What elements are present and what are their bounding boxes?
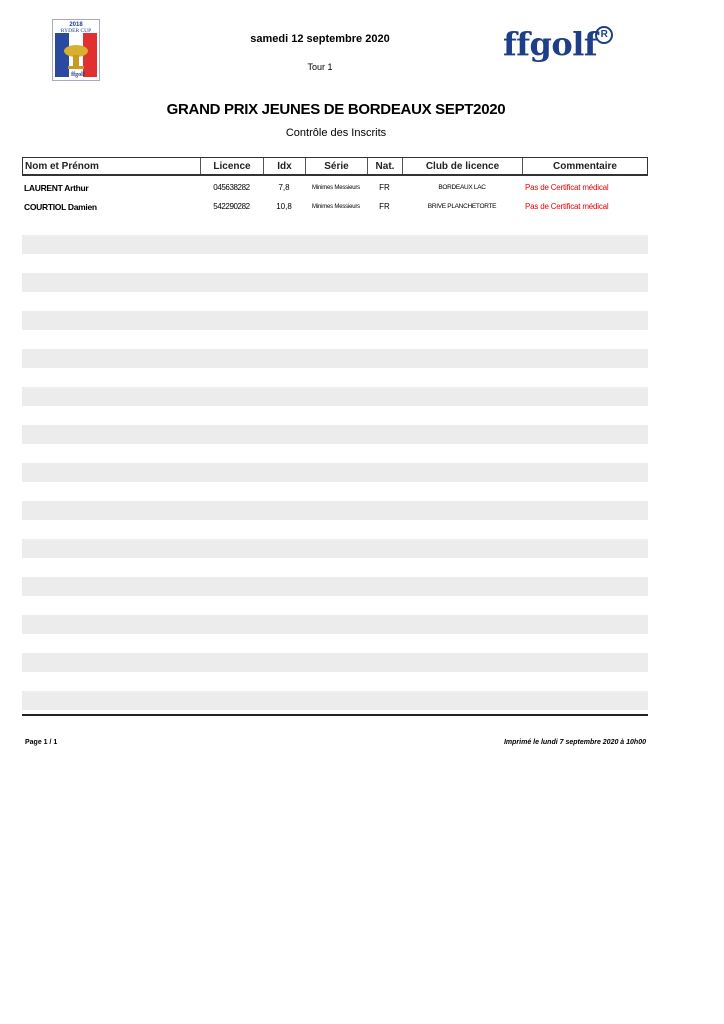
- licence-number: 542290282: [213, 202, 250, 211]
- col-header-club: Club de licence: [403, 158, 523, 174]
- empty-row: [22, 653, 648, 672]
- ffgolf-logo: [503, 24, 613, 70]
- empty-row: [22, 539, 648, 558]
- player-nationality: FR: [379, 202, 390, 211]
- page-title: GRAND PRIX JEUNES DE BORDEAUX SEPT2020: [166, 101, 506, 118]
- empty-row: [22, 349, 648, 368]
- col-header-comment: Commentaire: [553, 160, 617, 172]
- print-date: Imprimé le lundi 7 septembre 2020 à 10h00: [503, 739, 646, 746]
- licence-number: 045638282: [213, 183, 250, 192]
- table-header: [22, 157, 648, 176]
- table-row: [22, 178, 648, 197]
- player-serie: Minimes Messieurs: [312, 184, 360, 191]
- registered-icon: R: [595, 26, 613, 44]
- table-row: [22, 197, 648, 216]
- ryder-year: 2018: [69, 22, 83, 28]
- player-index: 7,8: [278, 183, 290, 192]
- empty-row: [22, 691, 648, 710]
- empty-row: [22, 615, 648, 634]
- col-header-licence: Licence: [201, 158, 264, 174]
- player-nationality: FR: [379, 183, 390, 192]
- empty-row: [22, 311, 648, 330]
- player-name: COURTIOL Damien: [24, 201, 97, 212]
- comment: Pas de Certificat médical: [525, 202, 609, 211]
- empty-row: [22, 387, 648, 406]
- page-subtitle: Contrôle des Inscrits: [285, 127, 387, 139]
- col-header-idx: Idx: [264, 158, 306, 174]
- empty-row: [22, 273, 648, 292]
- licence-club: BRIVE PLANCHETORTE: [427, 203, 497, 210]
- table-body: [22, 178, 648, 216]
- event-date: samedi 12 septembre 2020: [250, 33, 390, 45]
- col-header-nat: Nat.: [368, 158, 403, 174]
- empty-rows: [22, 235, 648, 729]
- empty-row: [22, 463, 648, 482]
- round-label: Tour 1: [307, 62, 333, 72]
- empty-row: [22, 235, 648, 254]
- player-index: 10,8: [276, 202, 292, 211]
- licence-club: BORDEAUX LAC: [438, 184, 486, 191]
- empty-row: [22, 501, 648, 520]
- ryder-cup-logo: [52, 19, 100, 81]
- player-serie: Minimes Messieurs: [312, 203, 360, 210]
- comment: Pas de Certificat médical: [525, 183, 609, 192]
- ryder-brand: ffgolf: [71, 72, 85, 78]
- table-bottom-rule: [22, 714, 648, 716]
- ffgolf-logo-text: ffgolf: [503, 25, 598, 63]
- page-number: Page 1 / 1: [25, 739, 58, 746]
- empty-row: [22, 425, 648, 444]
- col-header-name: Nom et Prénom: [23, 158, 201, 174]
- empty-row: [22, 577, 648, 596]
- player-name: LAURENT Arthur: [24, 182, 89, 193]
- ryder-text: RYDER CUP: [60, 28, 92, 34]
- col-header-serie: Série: [306, 158, 368, 174]
